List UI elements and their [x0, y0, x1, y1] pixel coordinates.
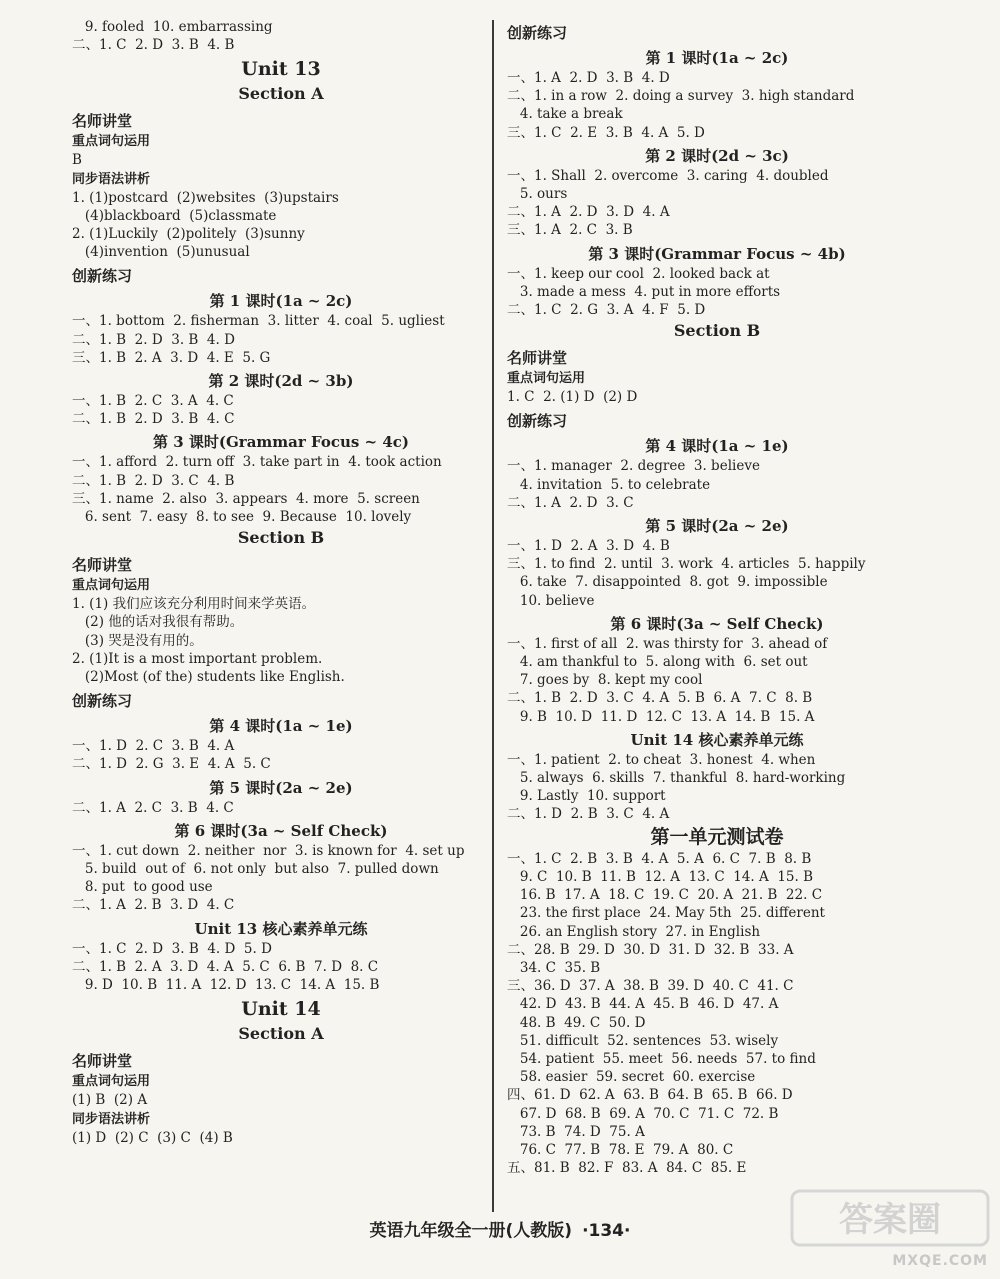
answer-line: 1. (1)postcard (2)websites (3)upstairs	[72, 189, 339, 206]
block-heading: 名师讲堂	[72, 1052, 133, 1071]
answer-line: 9. C 10. B 11. B 12. A 13. C 14. A 15. B	[507, 868, 814, 885]
column-divider	[492, 20, 494, 1212]
answer-line: 二、1. B 2. D 3. C 4. B	[72, 472, 235, 489]
answer-line: 一、1. A 2. D 3. B 4. D	[507, 70, 670, 86]
answer-line: 二、1. B 2. D 3. B 4. D	[72, 331, 235, 348]
answer-line: 四、61. D 62. A 63. B 64. B 65. B 66. D	[507, 1087, 793, 1104]
page-number: ·134·	[582, 1221, 631, 1241]
answer-line: 五、81. B 82. F 83. A 84. C 85. E	[507, 1160, 747, 1177]
answer-line: 三、36. D 37. A 38. B 39. D 40. C 41. C	[507, 978, 794, 995]
answer-line: 二、1. B 2. A 3. D 4. A 5. C 6. B 7. D 8. C	[72, 958, 379, 975]
answer-line: 67. D 68. B 69. A 70. C 71. C 72. B	[507, 1105, 779, 1122]
sub-heading: 重点词句运用	[72, 578, 151, 594]
sub-heading: 同步语法讲析	[72, 171, 151, 187]
answer-line: 73. B 74. D 75. A	[507, 1123, 645, 1140]
answer-line: 二、1. C 2. G 3. A 4. F 5. D	[507, 302, 706, 319]
answer-line: 一、1. D 2. C 3. B 4. A	[72, 738, 235, 755]
answer-line: (4)blackboard (5)classmate	[72, 207, 277, 224]
answer-line: 76. C 77. B 78. E 79. A 80. C	[507, 1141, 734, 1158]
answer-line: 一、1. C 2. D 3. B 4. D 5. D	[72, 940, 272, 957]
lesson-title: 第 6 课时(3a ~ Self Check)	[610, 614, 824, 633]
lesson-title: 第 5 课时(2a ~ 2e)	[645, 517, 789, 536]
answer-line: 3. made a mess 4. put in more efforts	[507, 283, 781, 300]
answer-line: 5. build out of 6. not only but also 7. pulled down	[72, 861, 439, 878]
lesson-title: 第 3 课时(Grammar Focus ~ 4c)	[153, 433, 409, 452]
watermark-logo-text: 答案圈	[839, 1200, 941, 1240]
answer-line: 二、1. A 2. D 3. D 4. A	[507, 204, 670, 221]
right-column	[507, 18, 927, 1177]
lesson-title: 第 4 课时(1a ~ 1e)	[645, 437, 789, 456]
answer-line: 二、1. B 2. D 3. C 4. A 5. B 6. A 7. C 8. B	[507, 690, 813, 707]
lesson-title: 第 2 课时(2d ~ 3b)	[208, 372, 354, 391]
sub-heading: 重点词句运用	[72, 1074, 151, 1090]
unit-title: Unit 13	[241, 58, 321, 81]
answer-line: 一、1. afford 2. turn off 3. take part in 4. took action	[72, 454, 442, 471]
answer-line: 一、1. patient 2. to cheat 3. honest 4. when	[507, 751, 816, 768]
answer-line: 58. easier 59. secret 60. exercise	[507, 1069, 756, 1086]
block-heading: 创新练习	[72, 692, 133, 711]
answer-line: 三、1. to find 2. until 3. work 4. articles 5. happily	[507, 556, 866, 573]
answer-line: 26. an English story 27. in English	[507, 923, 761, 940]
answer-line: (2)Most (of the) students like English.	[72, 669, 345, 686]
answer-line: 8. put to good use	[72, 879, 213, 896]
answer-line: 二、28. B 29. D 30. D 31. D 32. B 33. A	[507, 941, 794, 958]
lesson-title: 第 1 课时(1a ~ 2c)	[645, 49, 789, 67]
answer-line: 二、1. A 2. C 3. B 4. C	[72, 799, 234, 816]
answer-line: 2. (1)It is a most important problem.	[72, 650, 323, 667]
answer-line: B	[72, 152, 82, 169]
answer-line: 9. Lastly 10. support	[507, 788, 666, 805]
lesson-title: 第 5 课时(2a ~ 2e)	[209, 778, 353, 797]
answer-line: 54. patient 55. meet 56. needs 57. to find	[507, 1050, 816, 1067]
answer-line: 三、1. C 2. E 3. B 4. A 5. D	[507, 124, 705, 141]
lesson-title: Unit 14 核心素养单元练	[630, 730, 804, 749]
lesson-title: 第 4 课时(1a ~ 1e)	[209, 717, 353, 736]
answer-line: 51. difficult 52. sentences 53. wisely	[507, 1032, 779, 1049]
answer-line: 4. am thankful to 5. along with 6. set out	[507, 654, 808, 671]
sub-heading: 同步语法讲析	[72, 1111, 151, 1127]
block-heading: 创新练习	[72, 267, 133, 286]
answer-line: 34. C 35. B	[507, 959, 601, 976]
watermark-logo	[790, 1187, 990, 1249]
lesson-title: 第 2 课时(2d ~ 3c)	[645, 146, 789, 165]
section-title: Section A	[238, 84, 324, 104]
answer-line: 二、1. B 2. D 3. B 4. C	[72, 411, 235, 428]
answer-line: 1. (1) 我们应该充分利用时间来学英语。	[72, 596, 316, 613]
block-heading: 名师讲堂	[72, 556, 133, 575]
answer-line: 一、1. manager 2. degree 3. believe	[507, 458, 760, 475]
answer-line: 16. B 17. A 18. C 19. C 20. A 21. B 22. C	[507, 887, 823, 904]
answer-line: 1. C 2. (1) D (2) D	[507, 389, 638, 406]
answer-line: (3) 哭是没有用的。	[72, 632, 203, 649]
section-title: Section A	[238, 1024, 324, 1044]
watermark-url: MXQE.COM	[892, 1253, 988, 1269]
answer-line: (2) 他的话对我很有帮助。	[72, 614, 244, 631]
section-title: Section B	[673, 321, 761, 341]
sub-heading: 重点词句运用	[507, 371, 586, 387]
lesson-title: 第 1 课时(1a ~ 2c)	[209, 292, 353, 311]
answer-line: 9. B 10. D 11. D 12. C 13. A 14. B 15. A	[507, 708, 815, 725]
unit-title: Unit 14	[241, 998, 321, 1021]
answer-line: 一、1. bottom 2. fisherman 3. litter 4. coal 5. ugliest	[72, 313, 445, 330]
answer-line: 一、1. first of all 2. was thirsty for 3. ahead of	[507, 635, 828, 652]
answer-line: 二、1. D 2. B 3. C 4. A	[507, 806, 670, 823]
answer-line: 4. take a break	[507, 106, 623, 123]
answer-line: 二、1. D 2. G 3. E 4. A 5. C	[72, 756, 271, 773]
answer-line: 二、1. A 2. D 3. C	[507, 494, 634, 511]
answer-line: 一、1. B 2. C 3. A 4. C	[72, 393, 234, 410]
left-column	[72, 18, 490, 1147]
block-heading: 创新练习	[507, 412, 568, 431]
answer-line: 9. fooled 10. embarrassing	[72, 19, 273, 35]
test-title: 第一单元测试卷	[650, 825, 784, 848]
lesson-title: Unit 13 核心素养单元练	[194, 919, 368, 938]
answer-line: 三、1. B 2. A 3. D 4. E 5. G	[72, 349, 271, 366]
answer-line: (4)invention (5)unusual	[72, 244, 250, 261]
answer-line: 23. the first place 24. May 5th 25. different	[507, 905, 825, 922]
answer-line: 10. believe	[507, 592, 595, 609]
answer-line: 9. D 10. B 11. A 12. D 13. C 14. A 15. B	[72, 977, 380, 994]
block-heading: 名师讲堂	[72, 112, 133, 131]
answer-line: 一、1. cut down 2. neither nor 3. is known for 4. set up	[72, 842, 465, 859]
answer-line: 7. goes by 8. kept my cool	[507, 672, 703, 689]
answer-line: 42. D 43. B 44. A 45. B 46. D 47. A	[507, 996, 779, 1013]
answer-line: 一、1. D 2. A 3. D 4. B	[507, 538, 670, 555]
answer-line: 4. invitation 5. to celebrate	[507, 476, 711, 493]
answer-line: 2. (1)Luckily (2)politely (3)sunny	[72, 226, 305, 243]
block-heading: 创新练习	[507, 24, 568, 42]
answer-line: 一、1. Shall 2. overcome 3. caring 4. doubled	[507, 167, 829, 184]
book-title: 英语九年级全一册(人教版)	[369, 1221, 573, 1241]
answer-line: 一、1. C 2. B 3. B 4. A 5. A 6. C 7. B 8. B	[507, 850, 812, 867]
answer-line: 48. B 49. C 50. D	[507, 1014, 646, 1031]
answer-line: (1) D (2) C (3) C (4) B	[72, 1129, 233, 1146]
answer-line: 5. always 6. skills 7. thankful 8. hard-working	[507, 770, 846, 787]
answer-line: 6. sent 7. easy 8. to see 9. Because 10. lovely	[72, 509, 412, 526]
answer-line: 二、1. C 2. D 3. B 4. B	[72, 37, 235, 54]
answer-line: 一、1. keep our cool 2. looked back at	[507, 265, 770, 282]
answer-line: 二、1. in a row 2. doing a survey 3. high standard	[507, 88, 855, 105]
sub-heading: 重点词句运用	[72, 134, 151, 150]
answer-line: 5. ours	[507, 186, 568, 203]
lesson-title: 第 6 课时(3a ~ Self Check)	[174, 821, 388, 840]
answer-line: 三、1. name 2. also 3. appears 4. more 5. screen	[72, 490, 420, 507]
answer-line: 三、1. A 2. C 3. B	[507, 222, 633, 239]
answer-line: (1) B (2) A	[72, 1092, 148, 1109]
block-heading: 名师讲堂	[507, 349, 568, 368]
answer-line: 二、1. A 2. B 3. D 4. C	[72, 897, 235, 914]
answer-line: 6. take 7. disappointed 8. got 9. impossible	[507, 574, 828, 591]
lesson-title: 第 3 课时(Grammar Focus ~ 4b)	[588, 244, 846, 263]
section-title: Section B	[237, 528, 325, 548]
